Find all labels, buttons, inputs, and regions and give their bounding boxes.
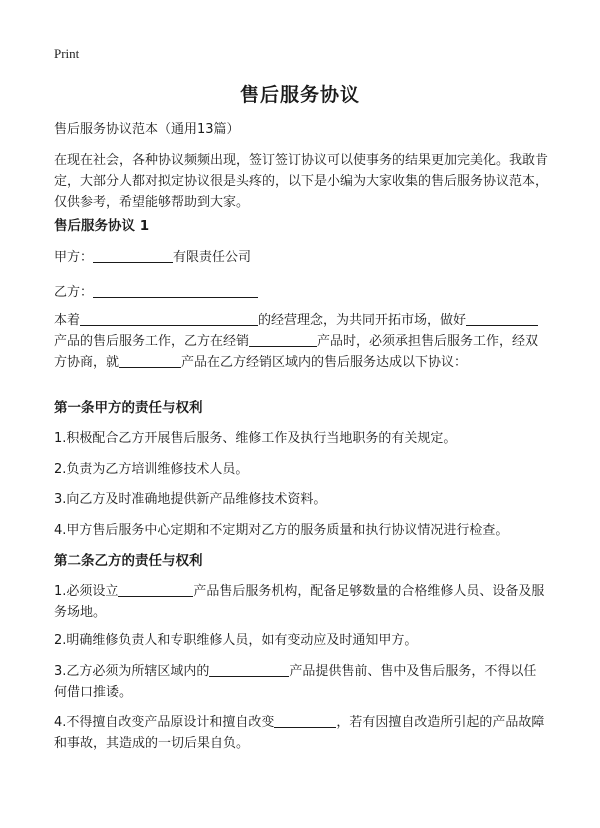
design-blank[interactable] xyxy=(274,713,336,728)
intro-paragraph: 在现在社会，各种协议频频出现，签订签订协议可以使事务的结果更加完美化。我敢肯定，大部分人都对拟定协议很是头疼的，以下是小编为大家收集的售后服务协议范本，仅供参考，希望能够帮助到大家。 xyxy=(54,153,549,210)
item-text: 4.不得擅自改变产品原设计和擅自改变 xyxy=(54,715,275,730)
product-blank[interactable] xyxy=(466,311,538,326)
article-1-heading: 第一条甲方的责任与权利 xyxy=(54,400,203,416)
party-b-blank[interactable] xyxy=(93,283,258,298)
item-text: 1.必须设立 xyxy=(54,584,119,599)
article-2-heading: 第二条乙方的责任与权利 xyxy=(54,553,203,569)
body-text: 产品时，必须承担售后服务工作，经双方协商，就 xyxy=(54,334,539,370)
product-blank[interactable] xyxy=(119,353,181,368)
body-paragraph-1 xyxy=(54,310,548,373)
page-title: 售后服务协议 xyxy=(239,84,360,106)
article-1-item: 1.积极配合乙方开展售后服务、维修工作及执行当地职务的有关规定。 xyxy=(54,431,457,446)
article-1-item: 4.甲方售后服务中心定期和不定期对乙方的服务质量和执行协议情况进行检查。 xyxy=(54,523,509,538)
section-heading: 售后服务协议 1 xyxy=(54,218,150,234)
concept-blank[interactable] xyxy=(80,311,258,326)
item-text: ，若有因擅自改造所引起的产品故障和事故，其造成的一切后果自负。 xyxy=(54,715,545,751)
item-text: 产品提供售前、售中及售后服务，不得以任何借口推诿。 xyxy=(54,664,537,700)
item-text: 产品售后服务机构，配备足够数量的合格维修人员、设备及服务场地。 xyxy=(54,584,545,620)
body-text: 产品在乙方经销区域内的售后服务达成以下协议： xyxy=(181,355,468,370)
product-blank[interactable] xyxy=(209,662,289,677)
item-text: 3.乙方必须为所辖区域内的 xyxy=(54,664,210,679)
party-a-line xyxy=(54,247,548,268)
product-blank[interactable] xyxy=(118,582,193,597)
party-a-suffix: 有限责任公司 xyxy=(173,250,252,265)
article-1-item: 2.负责为乙方培训维修技术人员。 xyxy=(54,462,249,477)
article-2-item-1 xyxy=(54,581,548,623)
party-b-label: 乙方： xyxy=(54,285,94,300)
body-text: 产品的售后服务工作，乙方在经销 xyxy=(54,334,250,349)
print-link[interactable]: Print xyxy=(54,46,80,61)
party-a-blank[interactable] xyxy=(93,248,173,263)
article-1-item: 3.向乙方及时准确地提供新产品维修技术资料。 xyxy=(54,492,327,507)
subtitle: 售后服务协议范本（通用13篇） xyxy=(54,122,240,137)
article-2-item-4 xyxy=(54,712,548,754)
article-2-item-2: 2.明确维修负责人和专职维修人员，如有变动应及时通知甲方。 xyxy=(54,633,418,648)
article-2-item-3 xyxy=(54,661,548,703)
product-blank[interactable] xyxy=(249,332,317,347)
party-a-label: 甲方： xyxy=(54,250,94,265)
body-text: 的经营理念，为共同开拓市场，做好 xyxy=(258,313,467,328)
party-b-line xyxy=(54,282,548,303)
body-text: 本着 xyxy=(54,313,81,328)
